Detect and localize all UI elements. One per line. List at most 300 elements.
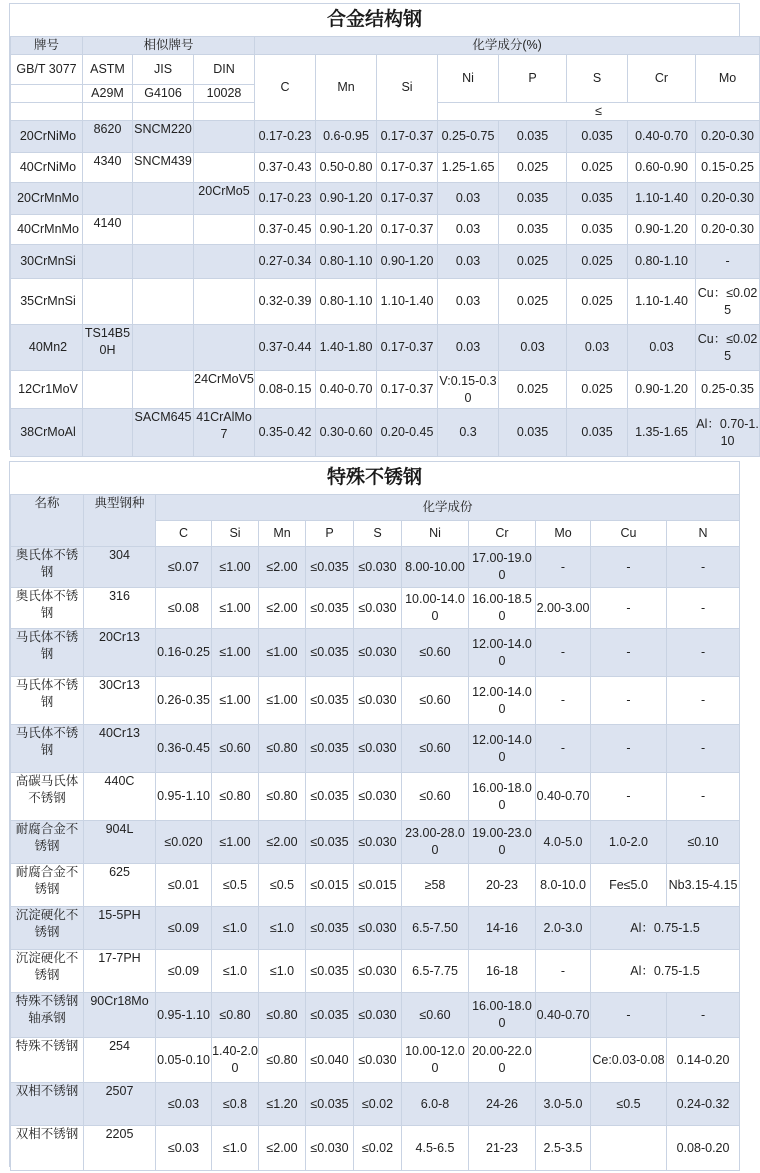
cell-s: ≤0.030 — [354, 547, 402, 588]
table-row — [11, 864, 740, 907]
header-elem-mo: Mo — [536, 521, 591, 547]
cell-c: 0.95-1.10 — [156, 993, 212, 1038]
header-gbt3077-blank — [11, 85, 83, 103]
cell-si: ≤0.60 — [212, 725, 259, 773]
header-max-symbol: ≤ — [438, 103, 760, 121]
cell-name: 马氏体不锈钢 — [11, 677, 84, 725]
cell-mn: 0.6-0.95 — [316, 121, 377, 153]
header-elem-s: S — [567, 55, 628, 103]
cell-jis: SNCM220 — [133, 121, 194, 153]
cell-p: ≤0.035 — [306, 1083, 354, 1126]
cell-grade: 904L — [84, 821, 156, 864]
cell-p: 0.025 — [499, 245, 567, 279]
cell-cr: 0.40-0.70 — [628, 121, 696, 153]
cell-mo — [536, 1038, 591, 1083]
cell-n: - — [667, 677, 740, 725]
cell-c: ≤0.07 — [156, 547, 212, 588]
cell-si: 0.17-0.37 — [377, 183, 438, 215]
cell-mn: 0.90-1.20 — [316, 183, 377, 215]
cell-p: ≤0.040 — [306, 1038, 354, 1083]
cell-grade: 254 — [84, 1038, 156, 1083]
cell-cr: 20-23 — [469, 864, 536, 907]
header-jis-standard: G4106 — [133, 85, 194, 103]
cell-cr: 16-18 — [469, 950, 536, 993]
cell-cr: 0.60-0.90 — [628, 153, 696, 183]
cell-mo: - — [536, 629, 591, 677]
cell-grade: 20CrMnMo — [11, 183, 83, 215]
header-elem-cu: Cu — [591, 521, 667, 547]
header-elem-n: N — [667, 521, 740, 547]
cell-si: ≤1.0 — [212, 1126, 259, 1171]
cell-name: 高碳马氏体不锈钢 — [11, 773, 84, 821]
header-astm-standard: A29M — [83, 85, 133, 103]
cell-cu: - — [591, 725, 667, 773]
cell-jis — [133, 325, 194, 371]
cell-p: 0.025 — [499, 153, 567, 183]
header-elem-c: C — [255, 55, 316, 121]
cell-p: ≤0.015 — [306, 864, 354, 907]
header-elem-cr: Cr — [628, 55, 696, 103]
cell-grade: 30CrMnSi — [11, 245, 83, 279]
cell-p: ≤0.035 — [306, 588, 354, 629]
cell-ni: 0.25-0.75 — [438, 121, 499, 153]
cell-mn: ≤0.80 — [259, 725, 306, 773]
cell-grade: 40CrNiMo — [11, 153, 83, 183]
cell-mn: 0.50-0.80 — [316, 153, 377, 183]
cell-si: ≤0.8 — [212, 1083, 259, 1126]
cell-p: 0.03 — [499, 325, 567, 371]
cell-si: ≤1.00 — [212, 677, 259, 725]
cell-ni: 1.25-1.65 — [438, 153, 499, 183]
cell-name: 马氏体不锈钢 — [11, 629, 84, 677]
cell-cr: 0.80-1.10 — [628, 245, 696, 279]
cell-name: 沉淀硬化不锈钢 — [11, 907, 84, 950]
cell-name: 特殊不锈钢 — [11, 1038, 84, 1083]
cell-s: ≤0.02 — [354, 1126, 402, 1171]
table-row — [11, 677, 740, 725]
cell-jis: SNCM439 — [133, 153, 194, 183]
cell-ni: ≥58 — [402, 864, 469, 907]
cell-p: ≤0.035 — [306, 993, 354, 1038]
cell-mo: - — [536, 677, 591, 725]
header-chemical-composition: 化学成分(%) — [255, 37, 760, 55]
cell-ni: 4.5-6.5 — [402, 1126, 469, 1171]
table-row — [11, 1038, 740, 1083]
cell-name: 双相不锈钢 — [11, 1083, 84, 1126]
cell-mo: - — [536, 725, 591, 773]
cell-cu: Fe≤5.0 — [591, 864, 667, 907]
header-elem-mo: Mo — [696, 55, 760, 103]
cell-ni: 23.00-28.00 — [402, 821, 469, 864]
cell-ni: 8.00-10.00 — [402, 547, 469, 588]
cell-grade: 15-5PH — [84, 907, 156, 950]
cell-astm — [83, 279, 133, 325]
header-din-standard: 10028 — [194, 85, 255, 103]
cell-jis — [133, 215, 194, 245]
cell-si: ≤0.80 — [212, 993, 259, 1038]
table-row — [11, 773, 740, 821]
cell-s: ≤0.030 — [354, 993, 402, 1038]
cell-cu: 1.0-2.0 — [591, 821, 667, 864]
cell-cr: 12.00-14.00 — [469, 677, 536, 725]
cell-mn: ≤2.00 — [259, 547, 306, 588]
cell-p: 0.025 — [499, 371, 567, 409]
header-chemical-composition: 化学成份 — [156, 495, 740, 521]
cell-p: ≤0.035 — [306, 629, 354, 677]
header-similar-grade: 相似牌号 — [83, 37, 255, 55]
table-row — [11, 993, 740, 1038]
cell-grade: 2205 — [84, 1126, 156, 1171]
cell-astm: 4140 — [83, 215, 133, 245]
cell-cr: 16.00-18.00 — [469, 773, 536, 821]
cell-mn: ≤0.80 — [259, 993, 306, 1038]
cell-ni: 6.0-8 — [402, 1083, 469, 1126]
cell-c: ≤0.09 — [156, 907, 212, 950]
cell-si: ≤1.00 — [212, 629, 259, 677]
cell-p: 0.035 — [499, 215, 567, 245]
cell-n: - — [667, 725, 740, 773]
cell-astm — [83, 409, 133, 457]
header-spacer — [194, 103, 255, 121]
cell-name: 沉淀硬化不锈钢 — [11, 950, 84, 993]
cell-mn: ≤2.00 — [259, 821, 306, 864]
cell-si: 0.17-0.37 — [377, 215, 438, 245]
cell-jis — [133, 279, 194, 325]
table-row — [11, 371, 760, 409]
cell-ni: 10.00-12.00 — [402, 1038, 469, 1083]
cell-cr: 20.00-22.00 — [469, 1038, 536, 1083]
cell-p: ≤0.035 — [306, 907, 354, 950]
table-row — [11, 279, 760, 325]
cell-mo: 0.15-0.25 — [696, 153, 760, 183]
cell-si: ≤1.00 — [212, 821, 259, 864]
cell-n: - — [667, 773, 740, 821]
cell-ni: ≤0.60 — [402, 629, 469, 677]
cell-ni: ≤0.60 — [402, 773, 469, 821]
table-row — [11, 629, 740, 677]
cell-grade: 40Cr13 — [84, 725, 156, 773]
cell-s: ≤0.015 — [354, 864, 402, 907]
cell-n: ≤0.10 — [667, 821, 740, 864]
cell-name: 耐腐合金不锈钢 — [11, 821, 84, 864]
cell-mo: 2.5-3.5 — [536, 1126, 591, 1171]
cell-s: 0.035 — [567, 215, 628, 245]
cell-cu: - — [591, 588, 667, 629]
cell-c: 0.17-0.23 — [255, 183, 316, 215]
cell-s: ≤0.030 — [354, 950, 402, 993]
cell-mo: Cu：≤0.025 — [696, 325, 760, 371]
cell-p: 0.035 — [499, 183, 567, 215]
cell-ni: 0.03 — [438, 215, 499, 245]
cell-mn: ≤1.0 — [259, 907, 306, 950]
cell-c: ≤0.03 — [156, 1083, 212, 1126]
cell-grade: 40Mn2 — [11, 325, 83, 371]
table-row — [11, 547, 740, 588]
cell-cu: - — [591, 993, 667, 1038]
header-typical-grade: 典型钢种 — [84, 495, 156, 547]
cell-mo: 0.20-0.30 — [696, 183, 760, 215]
cell-c: 0.35-0.42 — [255, 409, 316, 457]
cell-s: 0.025 — [567, 279, 628, 325]
table2-title: 特殊不锈钢 — [326, 467, 422, 488]
cell-ni: 0.3 — [438, 409, 499, 457]
cell-din — [194, 153, 255, 183]
cell-name: 双相不锈钢 — [11, 1126, 84, 1171]
cell-cu — [591, 1126, 667, 1171]
cell-grade: 12Cr1MoV — [11, 371, 83, 409]
cell-s: 0.03 — [567, 325, 628, 371]
cell-c: ≤0.09 — [156, 950, 212, 993]
cell-c: ≤0.020 — [156, 821, 212, 864]
cell-n: - — [667, 547, 740, 588]
cell-name: 奥氏体不锈钢 — [11, 547, 84, 588]
cell-c: 0.16-0.25 — [156, 629, 212, 677]
cell-cu: - — [591, 629, 667, 677]
cell-cr: 16.00-18.00 — [469, 993, 536, 1038]
header-grade: 牌号 — [11, 37, 83, 55]
cell-grade: 90Cr18Mo — [84, 993, 156, 1038]
cell-mo: 0.40-0.70 — [536, 773, 591, 821]
cell-si: 0.90-1.20 — [377, 245, 438, 279]
table-row — [11, 409, 760, 457]
cell-mo: 0.20-0.30 — [696, 215, 760, 245]
cell-p: ≤0.035 — [306, 773, 354, 821]
cell-si: ≤1.00 — [212, 588, 259, 629]
header-jis: JIS — [133, 55, 194, 85]
cell-ni: V:0.15-0.30 — [438, 371, 499, 409]
cell-s: ≤0.02 — [354, 1083, 402, 1126]
cell-ni: 10.00-14.00 — [402, 588, 469, 629]
cell-s: 0.035 — [567, 121, 628, 153]
header-elem-mn: Mn — [259, 521, 306, 547]
cell-s: ≤0.030 — [354, 588, 402, 629]
stainless-steel-table — [10, 494, 740, 1171]
cell-cu: Ce:0.03-0.08 — [591, 1038, 667, 1083]
cell-grade: 625 — [84, 864, 156, 907]
cell-c: 0.37-0.44 — [255, 325, 316, 371]
cell-si: 1.40-2.00 — [212, 1038, 259, 1083]
cell-grade: 40CrMnMo — [11, 215, 83, 245]
cell-c: 0.32-0.39 — [255, 279, 316, 325]
special-stainless-steel-panel — [9, 461, 740, 1167]
cell-cu: Al：0.75-1.5 — [591, 950, 740, 993]
cell-cr: 1.35-1.65 — [628, 409, 696, 457]
cell-mo: - — [536, 950, 591, 993]
cell-s: 0.035 — [567, 409, 628, 457]
table-row — [11, 588, 740, 629]
cell-din: 24CrMoV5 — [194, 371, 255, 409]
cell-p: 0.025 — [499, 279, 567, 325]
cell-si: 0.17-0.37 — [377, 153, 438, 183]
cell-si: 0.17-0.37 — [377, 121, 438, 153]
cell-mo: 2.00-3.00 — [536, 588, 591, 629]
cell-cr: 0.90-1.20 — [628, 371, 696, 409]
cell-din — [194, 215, 255, 245]
cell-cr: 14-16 — [469, 907, 536, 950]
cell-p: ≤0.035 — [306, 725, 354, 773]
cell-s: ≤0.030 — [354, 677, 402, 725]
cell-mo: - — [696, 245, 760, 279]
cell-jis — [133, 245, 194, 279]
cell-mn: ≤0.80 — [259, 1038, 306, 1083]
table-row — [11, 153, 760, 183]
cell-mo: 3.0-5.0 — [536, 1083, 591, 1126]
cell-n: 0.24-0.32 — [667, 1083, 740, 1126]
cell-si: 0.20-0.45 — [377, 409, 438, 457]
cell-cr: 17.00-19.00 — [469, 547, 536, 588]
cell-s: 0.025 — [567, 371, 628, 409]
cell-ni: 0.03 — [438, 325, 499, 371]
cell-s: 0.025 — [567, 153, 628, 183]
cell-s: ≤0.030 — [354, 1038, 402, 1083]
cell-n: - — [667, 993, 740, 1038]
cell-c: 0.26-0.35 — [156, 677, 212, 725]
cell-n: - — [667, 588, 740, 629]
table-row — [11, 245, 760, 279]
cell-mn: 1.40-1.80 — [316, 325, 377, 371]
cell-mn: ≤2.00 — [259, 1126, 306, 1171]
cell-grade: 304 — [84, 547, 156, 588]
cell-cu: - — [591, 773, 667, 821]
header-elem-mn: Mn — [316, 55, 377, 121]
cell-grade: 35CrMnSi — [11, 279, 83, 325]
cell-grade: 17-7PH — [84, 950, 156, 993]
header-spacer — [133, 103, 194, 121]
cell-c: ≤0.08 — [156, 588, 212, 629]
alloy-structural-steel-panel — [9, 3, 759, 450]
cell-name: 特殊不锈钢轴承钢 — [11, 993, 84, 1038]
cell-grade: 30Cr13 — [84, 677, 156, 725]
cell-grade: 20Cr13 — [84, 629, 156, 677]
cell-cr: 21-23 — [469, 1126, 536, 1171]
cell-ni: 6.5-7.75 — [402, 950, 469, 993]
cell-mn: ≤0.5 — [259, 864, 306, 907]
cell-si: ≤1.00 — [212, 547, 259, 588]
cell-mo: Cu：≤0.025 — [696, 279, 760, 325]
table-row — [11, 1126, 740, 1171]
cell-cr: 0.90-1.20 — [628, 215, 696, 245]
table-row — [11, 121, 760, 153]
cell-ni: 0.03 — [438, 245, 499, 279]
cell-si: 1.10-1.40 — [377, 279, 438, 325]
cell-astm — [83, 371, 133, 409]
cell-si: ≤0.5 — [212, 864, 259, 907]
cell-grade: 316 — [84, 588, 156, 629]
header-name: 名称 — [11, 495, 84, 547]
cell-cu: Al：0.75-1.5 — [591, 907, 740, 950]
cell-p: 0.035 — [499, 121, 567, 153]
cell-mn: 0.80-1.10 — [316, 279, 377, 325]
cell-mo: - — [536, 547, 591, 588]
cell-c: ≤0.03 — [156, 1126, 212, 1171]
cell-mn: 0.90-1.20 — [316, 215, 377, 245]
cell-p: 0.035 — [499, 409, 567, 457]
cell-cr: 0.03 — [628, 325, 696, 371]
cell-din — [194, 325, 255, 371]
cell-p: ≤0.035 — [306, 677, 354, 725]
cell-astm: 4340 — [83, 153, 133, 183]
cell-name: 奥氏体不锈钢 — [11, 588, 84, 629]
cell-grade: 38CrMoAl — [11, 409, 83, 457]
cell-c: 0.36-0.45 — [156, 725, 212, 773]
cell-n: - — [667, 629, 740, 677]
cell-cu: - — [591, 677, 667, 725]
table-row — [11, 950, 740, 993]
table-row — [11, 325, 760, 371]
cell-p: ≤0.030 — [306, 1126, 354, 1171]
table-row — [11, 821, 740, 864]
cell-jis — [133, 371, 194, 409]
cell-grade: 2507 — [84, 1083, 156, 1126]
cell-s: ≤0.030 — [354, 629, 402, 677]
cell-astm: TS14B50H — [83, 325, 133, 371]
table-row — [11, 183, 760, 215]
cell-p: ≤0.035 — [306, 547, 354, 588]
cell-name: 马氏体不锈钢 — [11, 725, 84, 773]
header-elem-ni: Ni — [438, 55, 499, 103]
cell-ni: 0.03 — [438, 279, 499, 325]
cell-cr: 24-26 — [469, 1083, 536, 1126]
cell-si: ≤1.0 — [212, 907, 259, 950]
cell-p: ≤0.035 — [306, 821, 354, 864]
cell-grade: 20CrNiMo — [11, 121, 83, 153]
table-row — [11, 1083, 740, 1126]
cell-ni: ≤0.60 — [402, 677, 469, 725]
cell-c: 0.17-0.23 — [255, 121, 316, 153]
cell-cr: 1.10-1.40 — [628, 183, 696, 215]
cell-mn: ≤1.00 — [259, 629, 306, 677]
cell-ni: ≤0.60 — [402, 725, 469, 773]
header-elem-ni: Ni — [402, 521, 469, 547]
cell-cr: 19.00-23.00 — [469, 821, 536, 864]
cell-grade: 440C — [84, 773, 156, 821]
cell-mn: 0.30-0.60 — [316, 409, 377, 457]
cell-mo: 0.20-0.30 — [696, 121, 760, 153]
cell-mn: 0.80-1.10 — [316, 245, 377, 279]
header-din: DIN — [194, 55, 255, 85]
cell-mn: ≤1.00 — [259, 677, 306, 725]
cell-n: 0.14-0.20 — [667, 1038, 740, 1083]
header-elem-cr: Cr — [469, 521, 536, 547]
cell-mn: 0.40-0.70 — [316, 371, 377, 409]
cell-si: ≤1.0 — [212, 950, 259, 993]
cell-c: ≤0.01 — [156, 864, 212, 907]
header-elem-s: S — [354, 521, 402, 547]
cell-c: 0.08-0.15 — [255, 371, 316, 409]
cell-c: 0.37-0.43 — [255, 153, 316, 183]
cell-astm: 8620 — [83, 121, 133, 153]
cell-din — [194, 121, 255, 153]
cell-jis: SACM645 — [133, 409, 194, 457]
cell-si: 0.17-0.37 — [377, 325, 438, 371]
header-spacer — [11, 103, 83, 121]
cell-cu: ≤0.5 — [591, 1083, 667, 1126]
alloy-steel-table — [10, 36, 760, 457]
cell-mo: 4.0-5.0 — [536, 821, 591, 864]
table-row — [11, 215, 760, 245]
cell-si: 0.17-0.37 — [377, 371, 438, 409]
table-row — [11, 907, 740, 950]
cell-c: 0.95-1.10 — [156, 773, 212, 821]
cell-mn: ≤2.00 — [259, 588, 306, 629]
header-elem-p: P — [306, 521, 354, 547]
cell-cr: 16.00-18.50 — [469, 588, 536, 629]
header-elem-c: C — [156, 521, 212, 547]
cell-s: ≤0.030 — [354, 821, 402, 864]
cell-mo: 0.25-0.35 — [696, 371, 760, 409]
cell-cr: 12.00-14.00 — [469, 629, 536, 677]
cell-s: ≤0.030 — [354, 773, 402, 821]
